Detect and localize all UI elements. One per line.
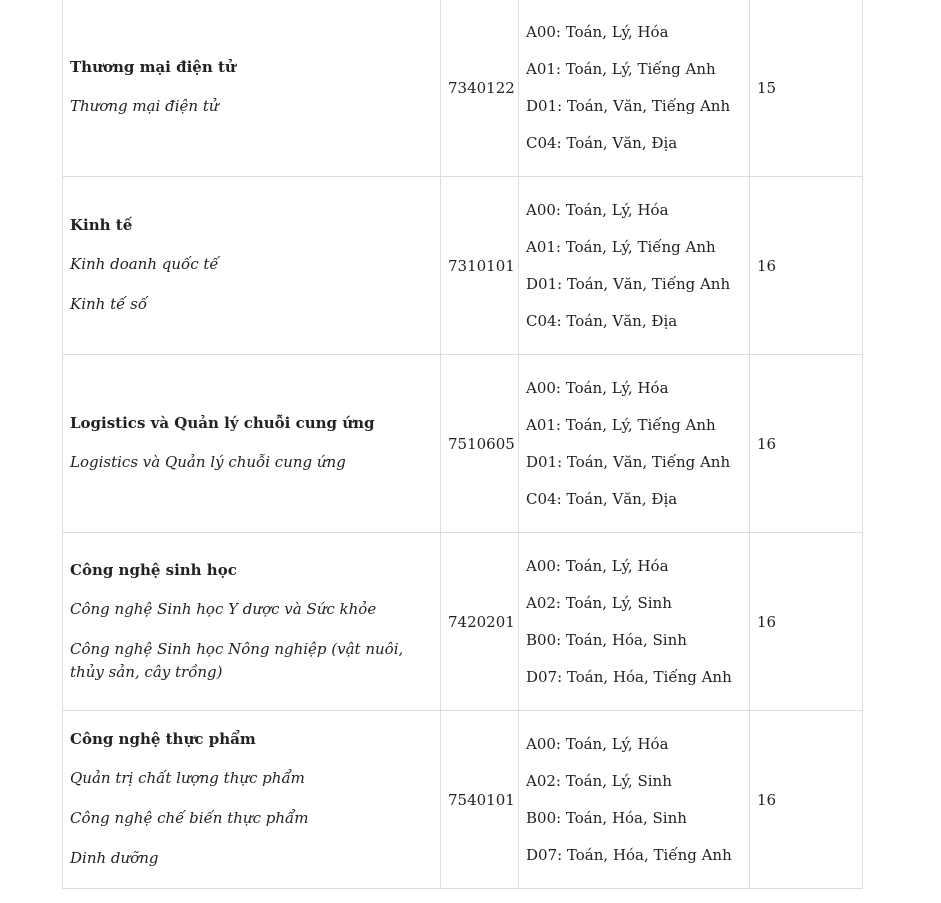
- cutoff-score: 16: [757, 612, 777, 631]
- subject-combo: D01: Toán, Văn, Tiếng Anh: [526, 452, 731, 471]
- major-cell: [63, 0, 441, 177]
- specialization: Kinh doanh quốc tế: [70, 255, 219, 273]
- table-row: [63, 0, 863, 177]
- code-cell: [441, 711, 519, 889]
- combos-cell: [519, 0, 750, 177]
- table-row: [63, 177, 863, 355]
- cutoff-score: 16: [757, 256, 777, 275]
- major-cell: [63, 355, 441, 533]
- subject-combo: D01: Toán, Văn, Tiếng Anh: [526, 96, 731, 115]
- code-cell: [441, 177, 519, 355]
- subject-combo: A01: Toán, Lý, Tiếng Anh: [526, 415, 716, 434]
- subject-combo: D01: Toán, Văn, Tiếng Anh: [526, 274, 731, 293]
- cutoff-score: 16: [757, 434, 777, 453]
- subject-combo: C04: Toán, Văn, Địa: [526, 489, 678, 508]
- specialization: Công nghệ Sinh học Y dược và Sức khỏe: [70, 599, 377, 618]
- major-title: Thương mại điện tử: [70, 58, 236, 76]
- subject-combo: B00: Toán, Hóa, Sinh: [526, 630, 687, 649]
- major-code: 7340122: [448, 78, 515, 97]
- score-cell: [750, 711, 863, 889]
- table-row: [63, 711, 863, 889]
- subject-combo: A00: Toán, Lý, Hóa: [526, 734, 669, 753]
- subject-combo: C04: Toán, Văn, Địa: [526, 311, 678, 330]
- subject-combo: D07: Toán, Hóa, Tiếng Anh: [526, 667, 732, 686]
- major-title: Công nghệ sinh học: [70, 560, 237, 579]
- code-cell: [441, 355, 519, 533]
- major-code: 7510605: [448, 434, 515, 453]
- table-row: [63, 355, 863, 533]
- major-code: 7310101: [448, 256, 515, 275]
- specialization: Công nghệ chế biến thực phẩm: [70, 809, 309, 827]
- subject-combo: A00: Toán, Lý, Hóa: [526, 22, 669, 41]
- code-cell: [441, 533, 519, 711]
- score-cell: [750, 355, 863, 533]
- cutoff-score: 15: [757, 78, 777, 97]
- subject-combo: C04: Toán, Văn, Địa: [526, 133, 678, 152]
- major-cell: [63, 177, 441, 355]
- major-code: 7420201: [448, 612, 515, 631]
- specialization: Dinh dưỡng: [70, 849, 159, 867]
- major-title: Logistics và Quản lý chuỗi cung ứng: [70, 414, 375, 432]
- specialization: Thương mại điện tử: [70, 97, 219, 115]
- subject-combo: A00: Toán, Lý, Hóa: [526, 556, 669, 575]
- admission-table: [62, 0, 863, 889]
- score-cell: [750, 533, 863, 711]
- specialization: Kinh tế số: [70, 295, 147, 313]
- major-cell: [63, 533, 441, 711]
- table-row: [63, 533, 863, 711]
- subject-combo: A02: Toán, Lý, Sinh: [526, 593, 672, 612]
- major-title: Công nghệ thực phẩm: [70, 730, 256, 748]
- specialization: Công nghệ Sinh học Nông nghiệp (vật nuôi, thủy sản, cây trồng): [70, 639, 404, 681]
- combos-cell: [519, 177, 750, 355]
- score-cell: [750, 177, 863, 355]
- subject-combo: A00: Toán, Lý, Hóa: [526, 378, 669, 397]
- code-cell: [441, 0, 519, 177]
- specialization: Quản trị chất lượng thực phẩm: [70, 769, 305, 787]
- major-cell: [63, 711, 441, 889]
- combos-cell: [519, 533, 750, 711]
- major-title: Kinh tế: [70, 216, 133, 234]
- score-cell: [750, 0, 863, 177]
- combos-cell: [519, 355, 750, 533]
- subject-combo: A01: Toán, Lý, Tiếng Anh: [526, 237, 716, 256]
- subject-combo: B00: Toán, Hóa, Sinh: [526, 808, 687, 827]
- specialization: Logistics và Quản lý chuỗi cung ứng: [70, 453, 346, 471]
- subject-combo: D07: Toán, Hóa, Tiếng Anh: [526, 845, 732, 864]
- cutoff-score: 16: [757, 790, 777, 809]
- combos-cell: [519, 711, 750, 889]
- subject-combo: A02: Toán, Lý, Sinh: [526, 771, 672, 790]
- subject-combo: A01: Toán, Lý, Tiếng Anh: [526, 59, 716, 78]
- major-code: 7540101: [448, 790, 515, 809]
- subject-combo: A00: Toán, Lý, Hóa: [526, 200, 669, 219]
- admission-table-container: [62, 0, 862, 889]
